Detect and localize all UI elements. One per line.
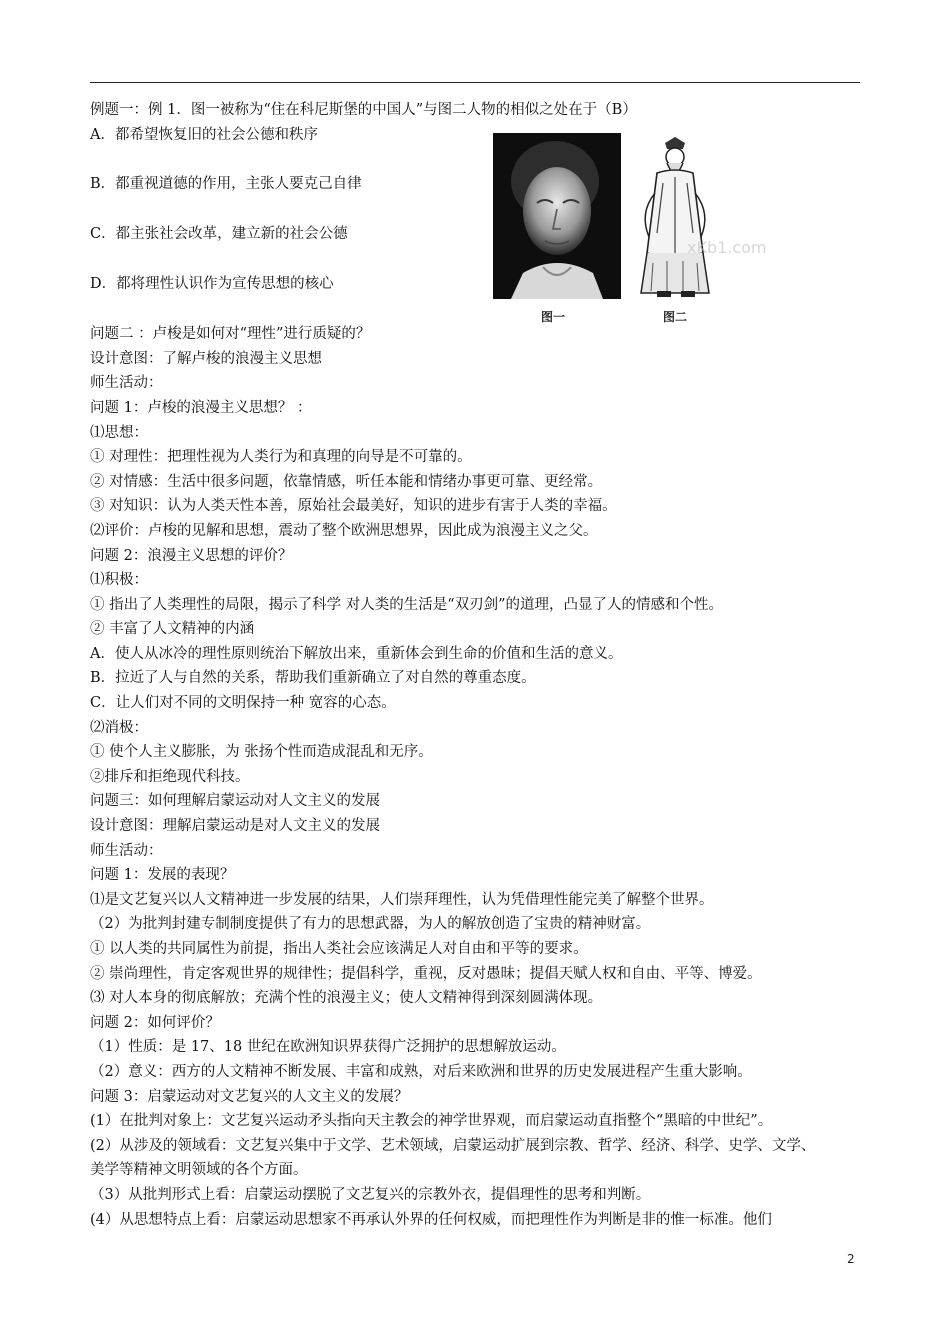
figure-one-caption: 图一 — [541, 310, 566, 324]
section-heading-2: 问题二 ：卢梭是如何对“理性”进行质疑的？ — [90, 326, 371, 343]
text-line: 师生活动： — [90, 375, 163, 392]
section-heading-3: 问题三：如何理解启蒙运动对人文主义的发展 — [90, 793, 380, 810]
text-line: ⑶ 对人本身的彻底解放；充满个性的浪漫主义；使人文精神得到深刻圆满体现。 — [90, 990, 603, 1007]
figure-one-portrait — [493, 133, 621, 299]
figure-watermark: xKb1.com — [687, 238, 767, 257]
figure-pair — [493, 133, 767, 325]
header-rule — [90, 82, 860, 83]
text-line: 问题 1：发展的表现？ — [90, 867, 235, 884]
text-line: B．拉近了人与自然的关系，帮助我们重新确立了对自然的尊重态度。 — [90, 670, 536, 687]
text-line: ① 以人类的共同属性为前提，指出人类社会应该满足人对自由和平等的要求。 — [90, 941, 588, 957]
text-line: ② 崇尚理性，肯定客观世界的规律性；提倡科学，重视，反对愚昧；提倡天赋人权和自由、平等、博爱。 — [90, 965, 762, 982]
text-line: ① 使个人主义膨胀，为 张扬个性而造成混乱和无序。 — [90, 744, 433, 761]
text-line: 问题 3：启蒙运动对文艺复兴的人文主义的发展？ — [90, 1088, 409, 1105]
figure-two-drawing — [627, 133, 767, 299]
text-line: A．使人从冰冷的理性原则统治下解放出来，重新体会到生命的价值和生活的意义。 — [90, 645, 623, 662]
text-line: ②排斥和拒绝现代科技。 — [90, 768, 250, 785]
text-line: ① 指出了人类理性的局限，揭示了科学 对人类的生活是“双刃剑”的道理，凸显了人的情感和个性。 — [90, 596, 724, 613]
text-line: （1）性质：是 17、18 世纪在欧洲知识界获得广泛拥护的思想解放运动。 — [90, 1039, 566, 1056]
page-number: 2 — [847, 1252, 855, 1266]
text-line: ⑴思想： — [90, 424, 148, 441]
figure-two-caption: 图二 — [663, 310, 688, 324]
option-d: D．都将理性认识作为宣传思想的核心 — [90, 276, 334, 293]
text-line: 问题 1：卢梭的浪漫主义思想？ ： — [90, 399, 312, 416]
text-line: ⑴是文艺复兴以人文精神进一步发展的结果，人们崇拜理性，认为凭借理性能完美了解整个世界。 — [90, 891, 714, 908]
text-line: 师生活动： — [90, 842, 163, 859]
text-line: (4）从思想特点上看：启蒙运动思想家不再承认外界的任何权威，而把理性作为判断是非的惟一标准。他们 — [90, 1211, 772, 1228]
text-line: 美学等精神文明领域的各个方面。 — [90, 1162, 308, 1179]
text-line: 设计意图：了解卢梭的浪漫主义思想 — [90, 350, 322, 367]
text-line: （2）为批判封建专制制度提供了有力的思想武器，为人的解放创造了宝贵的精神财富。 — [90, 916, 651, 933]
text-line: ⑴积极： — [90, 572, 148, 589]
text-line: ① 对理性：把理性视为人类行为和真理的向导是不可靠的。 — [90, 449, 472, 466]
text-line: 问题 2：浪漫主义思想的评价？ — [90, 547, 293, 564]
text-line: 设计意图：理解启蒙运动是对人文主义的发展 — [90, 818, 380, 835]
text-line: ③ 对知识：认为人类天性本善，原始社会最美好，知识的进步有害于人类的幸福。 — [90, 498, 617, 515]
document-body — [90, 98, 870, 1232]
text-line: （3）从批判形式上看：启蒙运动摆脱了文艺复兴的宗教外衣，提倡理性的思考和判断。 — [90, 1186, 651, 1203]
text-line: (2）从涉及的领域看：文艺复兴集中于文学、艺术领域，启蒙运动扩展到宗教、哲学、经济、科学、史学、文学、 — [90, 1137, 816, 1154]
text-line: ⑵评价：卢梭的见解和思想，震动了整个欧洲思想界，因此成为浪漫主义之父。 — [90, 522, 598, 539]
text-line: 问题 2：如何评价？ — [90, 1014, 220, 1031]
text-line: C．让人们对不同的文明保持一种 宽容的心态。 — [90, 695, 396, 712]
text-line: ② 丰富了人文精神的内涵 — [90, 621, 255, 638]
example-question: 例题一：例 1．图一被称为“住在科尼斯堡的中国人”与图二人物的相似之处在于（B） — [90, 102, 637, 118]
text-line: （2）意义：西方的人文精神不断发展、丰富和成熟，对后来欧洲和世界的历史发展进程产生重大影响。 — [90, 1063, 752, 1080]
text-line: ② 对情感：生活中很多问题，依靠情感，听任本能和情绪办事更可靠、更经常。 — [90, 473, 603, 490]
text-line: (1）在批判对象上：文艺复兴运动矛头指向天主教会的神学世界观，而启蒙运动直指整个“黑暗的中世纪”。 — [90, 1113, 773, 1130]
option-c: C．都主张社会改革，建立新的社会公德 — [90, 226, 348, 243]
text-line: ⑵消极： — [90, 719, 148, 736]
option-b: B．都重视道德的作用，主张人要克己自律 — [90, 176, 362, 193]
option-a: A．都希望恢复旧的社会公德和秩序 — [90, 126, 318, 143]
